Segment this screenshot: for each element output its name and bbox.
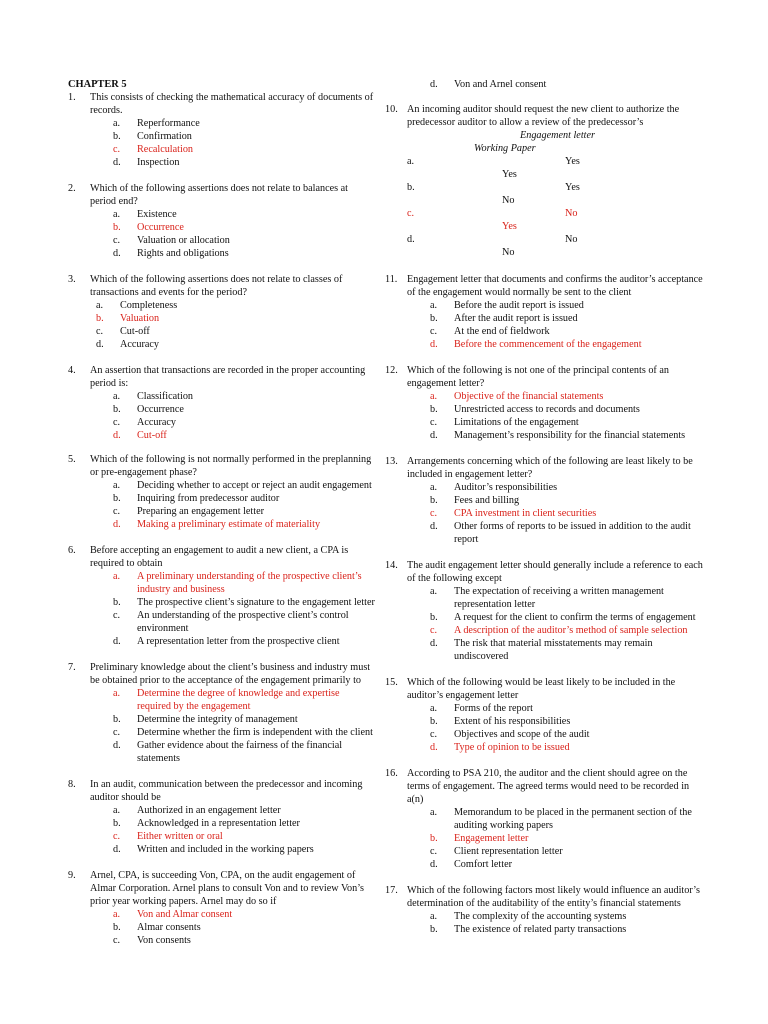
answer-option <box>430 585 703 611</box>
answer-option <box>430 299 703 312</box>
question-number: 11. <box>385 274 398 285</box>
option-text: Acknowledged in a representation letter <box>137 818 300 829</box>
answer-option <box>113 117 376 130</box>
answer-option <box>113 208 376 221</box>
option-text: Von consents <box>137 935 191 946</box>
answer-option <box>430 741 703 754</box>
answer-option <box>96 338 376 351</box>
option-text: Making a preliminary estimate of materiality <box>137 519 321 530</box>
column-header-engagement-letter: Engagement letter <box>520 130 595 141</box>
option-letter: d. <box>430 742 438 753</box>
answer-option <box>113 416 376 429</box>
option-letter: b. <box>113 922 121 933</box>
question-head <box>68 182 376 208</box>
option-list <box>68 687 376 765</box>
answer-option <box>113 429 376 442</box>
option-letter: c. <box>430 729 438 740</box>
answer-option <box>113 830 376 843</box>
question-9-continued <box>385 78 703 91</box>
question-number: 3. <box>68 274 76 285</box>
engagement-letter-value: No <box>565 208 578 219</box>
answer-option <box>113 234 376 247</box>
option-text: Von and Almar consent <box>137 909 233 920</box>
question-7 <box>68 661 376 765</box>
option-letter: c. <box>430 417 438 428</box>
option-letter: c. <box>113 935 121 946</box>
option-letter: b. <box>430 612 438 623</box>
option-letter: c. <box>407 208 415 219</box>
option-list <box>385 702 703 754</box>
question-number: 7. <box>68 662 76 673</box>
option-letter: a. <box>113 571 121 582</box>
option-list <box>68 479 376 531</box>
question-text: Which of the following is not one of the principal contents of an engagement letter? <box>407 365 669 389</box>
option-text: Preparing an engagement letter <box>137 506 265 517</box>
option-list <box>68 804 376 856</box>
option-list <box>68 390 376 442</box>
option-text: Determine whether the firm is independent with the client <box>137 727 373 738</box>
option-letter: c. <box>113 144 121 155</box>
answer-option <box>113 934 376 947</box>
option-letter: c. <box>113 610 121 621</box>
answer-option <box>113 390 376 403</box>
option-letter: a. <box>113 688 121 699</box>
question-number: 17. <box>385 885 398 896</box>
answer-option <box>113 687 376 713</box>
option-text: A description of the auditor’s method of sample selection <box>454 625 688 636</box>
option-list <box>68 299 376 351</box>
option-text: Valuation <box>120 313 160 324</box>
question-number: 1. <box>68 92 76 103</box>
yes-no-row <box>385 233 703 246</box>
yes-no-row <box>385 207 703 220</box>
question-number: 12. <box>385 365 398 376</box>
option-letter: b. <box>430 833 438 844</box>
answer-option <box>113 804 376 817</box>
answer-option <box>430 832 703 845</box>
option-text: Cut-off <box>137 430 167 441</box>
option-letter: a. <box>430 807 438 818</box>
option-text: Memorandum to be placed in the permanent section of the auditing working papers <box>454 807 692 831</box>
option-text: Objective of the financial statements <box>454 391 604 402</box>
answer-option <box>430 637 703 663</box>
option-letter: a. <box>430 482 438 493</box>
answer-option <box>113 221 376 234</box>
question-text: An incoming auditor should request the new client to authorize the predecessor auditor to allow a review of the predecessor’s <box>407 104 680 128</box>
question-head <box>68 453 376 479</box>
option-letter: b. <box>430 404 438 415</box>
question-10 <box>385 103 703 259</box>
right-column <box>385 78 703 949</box>
question-15 <box>385 676 703 754</box>
answer-option <box>430 702 703 715</box>
answer-option <box>430 390 703 403</box>
option-text: Deciding whether to accept or reject an audit engagement <box>137 480 372 491</box>
option-text: Recalculation <box>137 144 194 155</box>
answer-option <box>113 505 376 518</box>
answer-option <box>385 78 703 91</box>
option-text: Confirmation <box>137 131 192 142</box>
question-number: 6. <box>68 545 76 556</box>
option-list <box>385 585 703 663</box>
option-letter: b. <box>430 495 438 506</box>
chapter-heading: CHAPTER 5 <box>68 79 127 90</box>
answer-option <box>113 518 376 531</box>
answer-option <box>96 325 376 338</box>
option-letter: a. <box>407 156 415 167</box>
option-text: Forms of the report <box>454 703 533 714</box>
question-text: An assertion that transactions are recorded in the proper accounting period is: <box>90 365 366 389</box>
answer-option <box>113 713 376 726</box>
question-head <box>68 544 376 570</box>
option-text: Authorized in an engagement letter <box>137 805 281 816</box>
question-2 <box>68 182 376 260</box>
option-list <box>68 908 376 947</box>
option-text: Gather evidence about the fairness of the financial statements <box>137 740 343 764</box>
question-number: 10. <box>385 104 398 115</box>
question-14 <box>385 559 703 663</box>
question-1 <box>68 91 376 169</box>
option-text: The prospective client’s signature to the engagement letter <box>137 597 375 608</box>
answer-option <box>430 403 703 416</box>
answer-option <box>430 910 703 923</box>
question-head <box>68 91 376 117</box>
option-letter: a. <box>430 703 438 714</box>
question-text: Preliminary knowledge about the client’s business and industry must be obtained prior to the acceptance of the engagement primarily to <box>90 662 371 686</box>
option-text: The existence of related party transactions <box>454 924 627 935</box>
option-letter: b. <box>430 313 438 324</box>
option-letter: a. <box>430 911 438 922</box>
engagement-letter-value: Yes <box>565 182 580 193</box>
answer-option <box>430 520 703 546</box>
yes-no-row <box>385 155 703 168</box>
question-text: This consists of checking the mathematical accuracy of documents of records. <box>90 92 374 116</box>
option-letter: a. <box>430 391 438 402</box>
option-text: Other forms of reports to be issued in addition to the audit report <box>454 521 691 545</box>
working-paper-value: No <box>502 247 515 258</box>
option-text: Client representation letter <box>454 846 563 857</box>
right-question-list <box>385 273 703 936</box>
option-text: After the audit report is issued <box>454 313 578 324</box>
question-text: According to PSA 210, the auditor and the client should agree on the terms of engagement. The agreed terms would need to be recorded in a(n) <box>407 768 690 805</box>
question-12 <box>385 364 703 442</box>
answer-option <box>113 247 376 260</box>
option-list <box>385 910 703 936</box>
option-text: Almar consents <box>137 922 201 933</box>
option-letter: a. <box>113 480 121 491</box>
option-letter: d. <box>430 859 438 870</box>
option-text: Limitations of the engagement <box>454 417 579 428</box>
option-letter: d. <box>430 521 438 532</box>
option-letter: c. <box>113 506 121 517</box>
question-text: Which of the following factors most likely would influence an auditor’s determination of the auditability of the entity’s financial statements <box>407 885 700 909</box>
question-9 <box>68 869 376 947</box>
option-text: Before the audit report is issued <box>454 300 584 311</box>
answer-option <box>430 611 703 624</box>
option-letter: d. <box>430 430 438 441</box>
question-text: Arrangements concerning which of the following are least likely to be included in engagement letter? <box>407 456 693 480</box>
option-letter: a. <box>113 909 121 920</box>
answer-option <box>113 739 376 765</box>
option-list <box>385 390 703 442</box>
option-letter: c. <box>96 326 104 337</box>
option-text: Unrestricted access to records and documents <box>454 404 640 415</box>
answer-option <box>430 624 703 637</box>
question-text: Before accepting an engagement to audit a new client, a CPA is required to obtain <box>90 545 349 569</box>
answer-option <box>113 596 376 609</box>
option-list <box>385 299 703 351</box>
answer-option <box>113 843 376 856</box>
answer-option <box>430 858 703 871</box>
option-text: An understanding of the prospective client’s control environment <box>137 610 349 634</box>
option-letter: d. <box>113 636 121 647</box>
option-text: Completeness <box>120 300 178 311</box>
option-letter: d. <box>113 430 121 441</box>
option-letter: c. <box>430 846 438 857</box>
question-number: 2. <box>68 183 76 194</box>
option-letter: c. <box>430 508 438 519</box>
question-number: 16. <box>385 768 398 779</box>
option-letter: b. <box>407 182 415 193</box>
answer-option <box>113 635 376 648</box>
question-head <box>385 767 703 806</box>
left-column <box>68 78 376 960</box>
answer-option <box>113 570 376 596</box>
option-letter: d. <box>407 234 415 245</box>
engagement-letter-value: Yes <box>565 156 580 167</box>
answer-option <box>113 492 376 505</box>
option-letter: c. <box>113 727 121 738</box>
question-text: Which of the following assertions does not relate to classes of transactions and events for the period? <box>90 274 343 298</box>
option-letter: a. <box>113 391 121 402</box>
question-head <box>385 103 703 129</box>
answer-option <box>113 403 376 416</box>
question-number: 13. <box>385 456 398 467</box>
option-text: Inspection <box>137 157 180 168</box>
engagement-letter-value: No <box>565 234 578 245</box>
working-paper-value: Yes <box>502 221 517 232</box>
answer-option <box>430 845 703 858</box>
option-text: A preliminary understanding of the prospective client’s industry and business <box>137 571 362 595</box>
answer-option <box>96 312 376 325</box>
answer-option <box>113 609 376 635</box>
option-text: Extent of his responsibilities <box>454 716 571 727</box>
question-3 <box>68 273 376 351</box>
answer-option <box>113 817 376 830</box>
option-letter: c. <box>113 235 121 246</box>
option-letter: d. <box>430 79 438 90</box>
option-list <box>68 208 376 260</box>
answer-option <box>430 494 703 507</box>
option-text: Von and Arnel consent <box>454 79 547 90</box>
yes-no-row <box>385 181 703 194</box>
option-text: Auditor’s responsibilities <box>454 482 558 493</box>
option-text: Type of opinion to be issued <box>454 742 570 753</box>
answer-option <box>113 156 376 169</box>
option-letter: b. <box>113 714 121 725</box>
question-text: Which of the following would be least likely to be included in the auditor’s engagement letter <box>407 677 676 701</box>
question-number: 14. <box>385 560 398 571</box>
answer-option <box>113 908 376 921</box>
answer-option <box>113 921 376 934</box>
option-text: Management’s responsibility for the financial statements <box>454 430 686 441</box>
question-11 <box>385 273 703 351</box>
question-text: The audit engagement letter should generally include a reference to each of the following except <box>407 560 703 584</box>
option-letter: a. <box>113 118 121 129</box>
option-list <box>68 117 376 169</box>
option-letter: d. <box>113 248 121 259</box>
option-text: A request for the client to confirm the terms of engagement <box>454 612 696 623</box>
option-letter: d. <box>96 339 104 350</box>
option-list <box>385 806 703 871</box>
answer-option <box>430 416 703 429</box>
question-head <box>385 364 703 390</box>
question-16 <box>385 767 703 871</box>
question-6 <box>68 544 376 648</box>
option-text: A representation letter from the prospective client <box>137 636 340 647</box>
option-text: Accuracy <box>137 417 177 428</box>
answer-option <box>430 312 703 325</box>
option-letter: d. <box>113 844 121 855</box>
option-list <box>68 570 376 648</box>
question-8 <box>68 778 376 856</box>
option-text: Classification <box>137 391 194 402</box>
option-text: At the end of fieldwork <box>454 326 550 337</box>
option-text: Fees and billing <box>454 495 520 506</box>
option-text: Accuracy <box>120 339 160 350</box>
option-text: Valuation or allocation <box>137 235 230 246</box>
option-text: Before the commencement of the engagement <box>454 339 642 350</box>
option-letter: b. <box>113 597 121 608</box>
working-paper-value: Yes <box>502 169 517 180</box>
question-number: 15. <box>385 677 398 688</box>
question-number: 5. <box>68 454 76 465</box>
option-letter: a. <box>96 300 104 311</box>
question-5 <box>68 453 376 531</box>
question-number: 8. <box>68 779 76 790</box>
option-letter: b. <box>113 404 121 415</box>
option-text: The complexity of the accounting systems <box>454 911 627 922</box>
question-head <box>68 364 376 390</box>
answer-option <box>430 481 703 494</box>
question-text: Arnel, CPA, is succeeding Von, CPA, on the audit engagement of Almar Corporation. Arnel plans to consult Von and to review Von’s prior year working papers. Arnel may do so if <box>90 870 364 907</box>
question-head <box>385 884 703 910</box>
option-letter: d. <box>430 339 438 350</box>
option-text: Inquiring from predecessor auditor <box>137 493 280 504</box>
option-text: Objectives and scope of the audit <box>454 729 590 740</box>
option-letter: d. <box>113 157 121 168</box>
option-letter: b. <box>113 493 121 504</box>
answer-option <box>430 728 703 741</box>
option-letter: b. <box>96 313 104 324</box>
option-text: Cut-off <box>120 326 150 337</box>
answer-option <box>113 479 376 492</box>
option-letter: b. <box>113 222 121 233</box>
answer-option <box>430 325 703 338</box>
option-text: Reperformance <box>137 118 200 129</box>
answer-option <box>96 299 376 312</box>
question-17 <box>385 884 703 936</box>
option-letter: a. <box>113 209 121 220</box>
question-number: 9. <box>68 870 76 881</box>
option-letter: d. <box>113 519 121 530</box>
option-text: Determine the degree of knowledge and expertise required by the engagement <box>137 688 340 712</box>
option-letter: b. <box>430 716 438 727</box>
answer-option <box>430 429 703 442</box>
option-text: Engagement letter <box>454 833 529 844</box>
option-letter: c. <box>113 831 121 842</box>
working-paper-value: No <box>502 195 515 206</box>
option-letter: d. <box>113 740 121 751</box>
question-head <box>385 455 703 481</box>
question-head <box>385 559 703 585</box>
yes-no-table <box>385 155 703 259</box>
question-head <box>68 869 376 908</box>
option-letter: d. <box>430 638 438 649</box>
answer-option <box>113 726 376 739</box>
option-text: Comfort letter <box>454 859 512 870</box>
question-text: Engagement letter that documents and confirms the auditor’s acceptance of the engagement would normally be sent to the client <box>407 274 703 298</box>
question-text: In an audit, communication between the predecessor and incoming auditor should be <box>90 779 363 803</box>
answer-option <box>430 923 703 936</box>
answer-option <box>430 715 703 728</box>
option-text: CPA investment in client securities <box>454 508 597 519</box>
question-4 <box>68 364 376 442</box>
option-text: Determine the integrity of management <box>137 714 298 725</box>
option-text: The expectation of receiving a written management representation letter <box>454 586 664 610</box>
option-text: Existence <box>137 209 177 220</box>
left-question-list <box>68 91 376 947</box>
option-letter: a. <box>430 586 438 597</box>
question-text: Which of the following is not normally performed in the preplanning or pre-engagement phase? <box>90 454 372 478</box>
question-text: Which of the following assertions does not relate to balances at period end? <box>90 183 349 207</box>
option-text: Occurrence <box>137 222 184 233</box>
answer-option <box>430 507 703 520</box>
option-text: Occurrence <box>137 404 184 415</box>
question-13 <box>385 455 703 546</box>
option-letter: c. <box>430 326 438 337</box>
option-text: Rights and obligations <box>137 248 229 259</box>
question-head <box>68 661 376 687</box>
option-text: Either written or oral <box>137 831 223 842</box>
answer-option <box>113 143 376 156</box>
option-letter: a. <box>430 300 438 311</box>
question-head <box>68 778 376 804</box>
question-head <box>385 273 703 299</box>
option-letter: b. <box>113 818 121 829</box>
option-letter: b. <box>430 924 438 935</box>
answer-option <box>430 338 703 351</box>
option-text: The risk that material misstatements may remain undiscovered <box>454 638 653 662</box>
option-letter: a. <box>113 805 121 816</box>
answer-option <box>113 130 376 143</box>
option-letter: b. <box>113 131 121 142</box>
answer-option <box>430 806 703 832</box>
option-list <box>385 481 703 546</box>
option-text: Written and included in the working papers <box>137 844 314 855</box>
column-header-working-paper: Working Paper <box>474 143 536 154</box>
option-letter: c. <box>430 625 438 636</box>
question-number: 4. <box>68 365 76 376</box>
option-letter: c. <box>113 417 121 428</box>
question-head <box>68 273 376 299</box>
question-head <box>385 676 703 702</box>
